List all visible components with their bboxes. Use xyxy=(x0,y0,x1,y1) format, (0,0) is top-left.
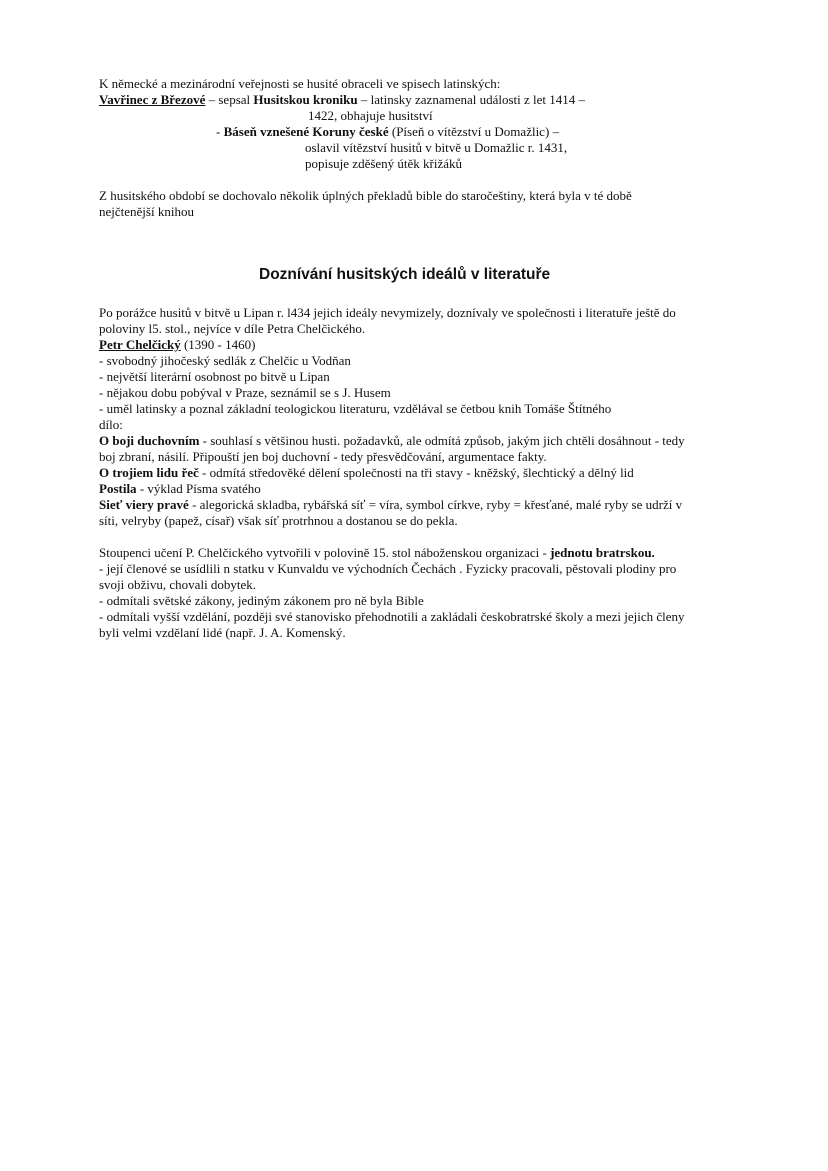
work-o-boji-desc: - souhlasí s většinou husti. požadavků, ale odmítá způsob, jakým jich chtěli dosáhnout - tedy xyxy=(199,433,685,448)
work-postila-desc: - výklad Písma svatého xyxy=(136,481,261,496)
section-heading: Doznívání husitských ideálů v literatuře xyxy=(259,266,551,283)
work-siet-desc-cont: síti, velryby (papež, císař) však síť protrhnou a dostanou se do pekla. xyxy=(99,513,458,528)
work-o-boji-desc-cont: boj zbraní, násilí. Připouští jen boj duchovní - tedy přesvědčování, argumentace fakty. xyxy=(99,449,547,464)
person-line xyxy=(99,337,255,353)
work2-title: Báseň vznešené Koruny české xyxy=(223,124,389,139)
work1-desc-line2 xyxy=(308,108,433,124)
work-o-boji-line2 xyxy=(99,449,547,465)
work2-desc-line3 xyxy=(305,156,462,172)
work-siet-desc: - alegorická skladba, rybářská síť = víra, symbol církve, ryby = křesťané, malé ryby se udrží v xyxy=(188,497,683,512)
brethren-bullet-2 xyxy=(99,593,424,609)
bullet-2-text: - největší literární osobnost po bitvě u Lipan xyxy=(99,369,330,384)
brethren-bullet-1-line1 xyxy=(99,561,676,577)
bullet-1-text: - svobodný jihočeský sedlák z Chelčic u Vodňan xyxy=(99,353,351,368)
work-postila-title: Postila xyxy=(99,481,137,496)
bible-text-1: Z husitského období se dochovalo několik úplných překladů bible do staročeštiny, která byla v té době xyxy=(99,188,632,203)
bible-line1 xyxy=(99,188,632,204)
work-siet-line1 xyxy=(99,497,682,513)
work-o-trojiem-title: O trojiem lidu řeč xyxy=(99,465,199,480)
work-siet-line2 xyxy=(99,513,458,529)
brethren-bullet-1-line2 xyxy=(99,577,256,593)
brethren-bullet-2-text: - odmítali světské zákony, jediným zákonem pro ně byla Bible xyxy=(99,593,424,608)
brethren-name: jednotu bratrskou. xyxy=(550,545,655,560)
person-name: Petr Chelčický xyxy=(99,337,181,352)
work2-desc-line2 xyxy=(305,140,567,156)
p1-text-2: poloviny l5. stol., nejvíce v díle Petra Chelčického. xyxy=(99,321,366,336)
bullet-4-text: - uměl latinsky a poznal základní teologickou literaturu, vzdělával se četbou knih Tomáše Štítného xyxy=(99,401,612,416)
intro-text: K německé a mezinárodní veřejnosti se husité obraceli ve spisech latinských: xyxy=(99,76,501,91)
work-o-boji-title: O boji duchovním xyxy=(99,433,200,448)
work-postila-line xyxy=(99,481,261,497)
brethren-intro-text: Stoupenci učení P. Chelčického vytvořili v polovině 15. stol náboženskou organizaci - xyxy=(99,545,551,560)
work1-desc: – latinsky zaznamenal události z let 1414 – xyxy=(357,92,586,107)
work2-desc-cont: oslavil vítězství husitů v bitvě u Domažlic r. 1431, xyxy=(305,140,568,155)
bullet-3-text: - nějakou dobu pobýval v Praze, seznámil se s J. Husem xyxy=(99,385,391,400)
brethren-bullet-3-text: - odmítali vyšší vzdělání, později své stanovisko přehodnotili a zakládali českobratrské školy a mezi jejich členy xyxy=(99,609,685,624)
bullet-1 xyxy=(99,353,351,369)
p1-text-1: Po porážce husitů v bitvě u Lipan r. l434 jejich ideály nevymizely, doznívaly ve společnosti i literatuře ještě do xyxy=(99,305,676,320)
brethren-bullet-1-cont: svoji obživu, chovali dobytek. xyxy=(99,577,257,592)
intro-line xyxy=(99,76,500,92)
p1-line2 xyxy=(99,321,365,337)
brethren-bullet-3-line1 xyxy=(99,609,685,625)
work-o-trojiem-desc: - odmítá středověké dělení společnosti na tři stavy - kněžský, šlechtický a dělný lid xyxy=(198,465,634,480)
bullet-4 xyxy=(99,401,611,417)
work1-desc-cont: 1422, obhajuje husitství xyxy=(308,108,433,123)
work-siet-title: Sieť viery pravé xyxy=(99,497,189,512)
author-name: Vavřinec z Březové xyxy=(99,92,206,107)
bullet-3 xyxy=(99,385,391,401)
person-years: (1390 - 1460) xyxy=(180,337,256,352)
p1-line1 xyxy=(99,305,676,321)
bullet-2 xyxy=(99,369,330,385)
dilo-label xyxy=(99,417,123,433)
work2-desc: (Píseň o vítězství u Domažlic) – xyxy=(388,124,560,139)
work2-prefix: - xyxy=(216,124,224,139)
brethren-intro-line xyxy=(99,545,655,561)
brethren-bullet-3-cont: byli velmi vzdělaní lidé (např. J. A. Komenský. xyxy=(99,625,346,640)
work2-desc-cont2: popisuje zděšený útěk křižáků xyxy=(305,156,463,171)
author-line xyxy=(99,92,585,108)
work-o-trojiem-line xyxy=(99,465,634,481)
work2-line xyxy=(216,124,559,140)
work1-title: Husitskou kroniku xyxy=(253,92,358,107)
author-dash: – sepsal xyxy=(205,92,254,107)
work-o-boji-line1 xyxy=(99,433,685,449)
bible-text-2: nejčtenější knihou xyxy=(99,204,194,219)
bible-line2 xyxy=(99,204,194,220)
brethren-bullet-3-line2 xyxy=(99,625,346,641)
brethren-bullet-1-text: - její členové se usídlili n statku v Kunvaldu ve východních Čechách . Fyzicky pracovali, pěstovali plodiny pro xyxy=(99,561,677,576)
dilo-text: dílo: xyxy=(99,417,123,432)
